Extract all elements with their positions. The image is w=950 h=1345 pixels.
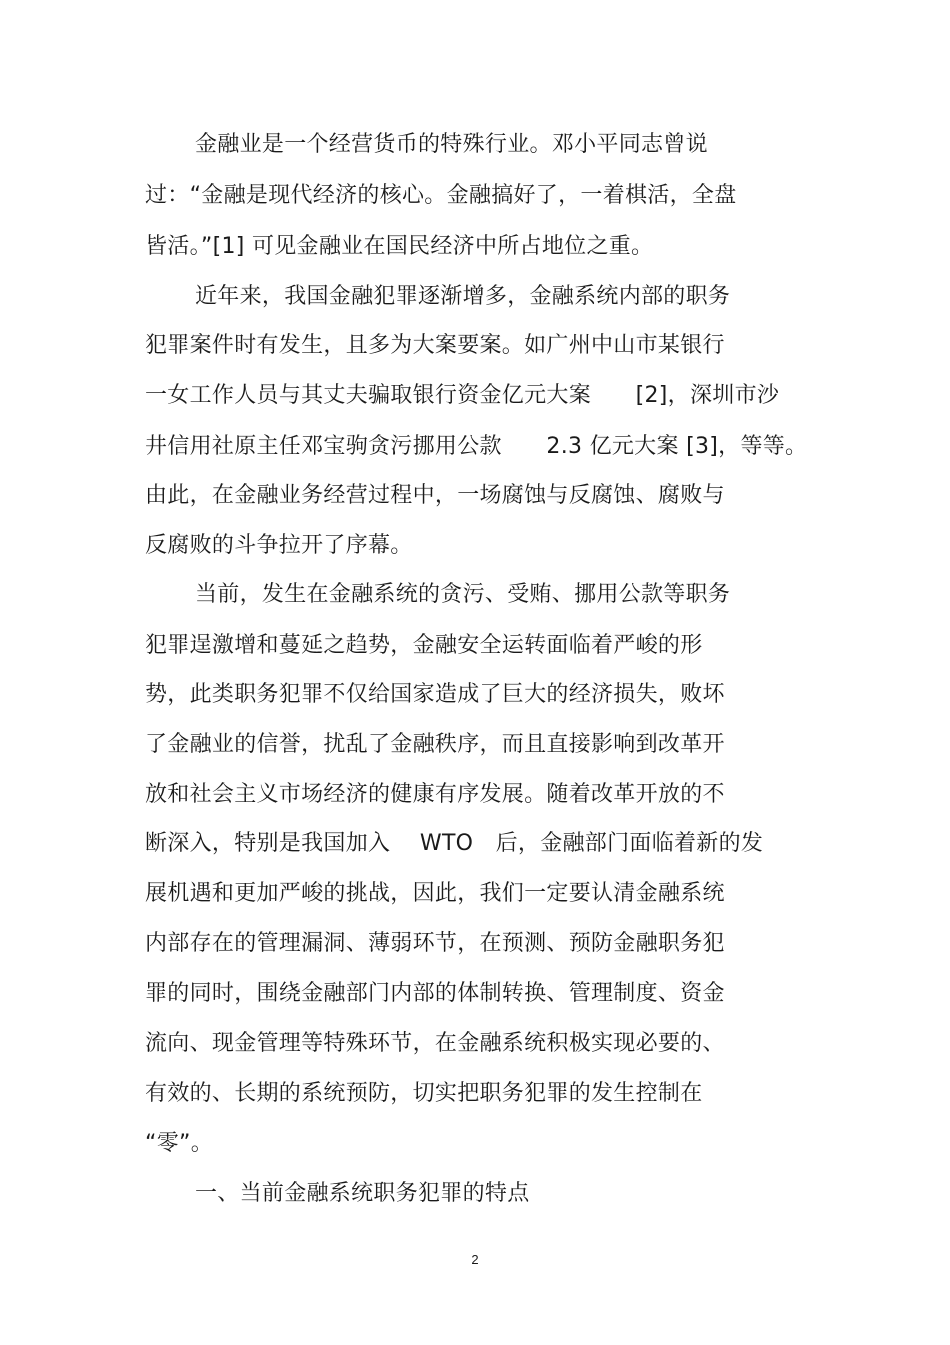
paragraph-3-line-3: 势，此类职务犯罪不仅给国家造成了巨大的经济损失，败坏 [145, 682, 725, 707]
paragraph-2-line-2: 犯罪案件时有发生，且多为大案要案。如广州中山市某银行 [145, 333, 725, 358]
paragraph-1-line-1: 金融业是一个经营货币的特殊行业。邓小平同志曾说 [195, 132, 708, 157]
paragraph-3-line-6: 断深入，特别是我国加入 WTO 后，金融部门面临着新的发 [145, 831, 764, 856]
paragraph-3-line-11: 有效的、长期的系统预防，切实把职务犯罪的发生控制在 [145, 1081, 703, 1106]
paragraph-3-line-4: 了金融业的信誉，扰乱了金融秩序，而且直接影响到改革开 [145, 732, 725, 757]
paragraph-3-line-10: 流向、现金管理等特殊环节，在金融系统积极实现必要的、 [145, 1031, 725, 1056]
paragraph-2-line-5: 由此，在金融业务经营过程中，一场腐蚀与反腐蚀、腐败与 [145, 483, 725, 508]
paragraph-1-line-3: 皆活。”[1] 可见金融业在国民经济中所占地位之重。 [145, 234, 654, 259]
paragraph-3-line-1: 当前，发生在金融系统的贪污、受贿、挪用公款等职务 [195, 582, 731, 607]
paragraph-3-line-2: 犯罪逞激增和蔓延之趋势，金融安全运转面临着严峻的形 [145, 633, 703, 658]
paragraph-3-line-5: 放和社会主义市场经济的健康有序发展。随着改革开放的不 [145, 782, 725, 807]
paragraph-2-line-6: 反腐败的斗争拉开了序幕。 [145, 533, 413, 558]
paragraph-3-line-9: 罪的同时，围绕金融部门内部的体制转换、管理制度、资金 [145, 981, 725, 1006]
paragraph-1-line-2: 过：“金融是现代经济的核心。金融搞好了，一着棋活，全盘 [145, 183, 737, 208]
paragraph-2-line-3: 一女工作人员与其丈夫骗取银行资金亿元大案 [2]，深圳市沙 [145, 383, 780, 408]
paragraph-2-line-1: 近年来，我国金融犯罪逐渐增多，金融系统内部的职务 [195, 284, 731, 309]
paragraph-3-line-7: 展机遇和更加严峻的挑战，因此，我们一定要认清金融系统 [145, 881, 725, 906]
page-number: 2 [471, 1252, 479, 1267]
paragraph-3-line-12: “零”。 [145, 1131, 213, 1156]
paragraph-3-line-8: 内部存在的管理漏洞、薄弱环节，在预测、预防金融职务犯 [145, 931, 725, 956]
paragraph-2-line-4: 井信用社原主任邓宝驹贪污挪用公款 2.3 亿元大案 [3]，等等。 [145, 434, 808, 459]
section-heading: 一、当前金融系统职务犯罪的特点 [195, 1181, 530, 1206]
